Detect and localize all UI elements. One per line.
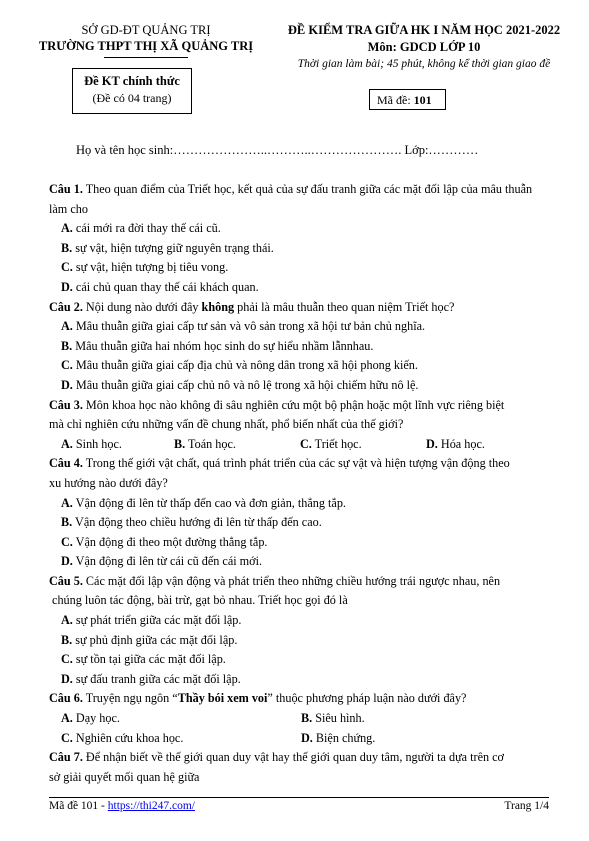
- question-7-stem: [49, 748, 549, 768]
- option-text: Biện chứng.: [312, 730, 376, 745]
- question-text: phải là mâu thuẫn theo quan niệm Triết học?: [234, 299, 455, 314]
- question-4-stem-cont: xu hướng nào dưới đây?: [49, 475, 168, 490]
- question-number: Câu 4.: [49, 456, 83, 471]
- option-key: D.: [426, 436, 438, 451]
- option-key: A.: [61, 221, 73, 236]
- question-5-option-d: [49, 670, 549, 690]
- question-2-option-a: [49, 317, 549, 337]
- question-4-option-d: [49, 552, 549, 572]
- questions: [49, 180, 549, 787]
- question-text: Trong thế giới vật chất, quá trình phát triển của các sự vật và hiện tượng vận động theo: [82, 456, 510, 471]
- footer-code-text: Mã đề 101 -: [49, 800, 108, 812]
- question-4-option-b: [49, 513, 549, 533]
- option-key: D.: [61, 554, 73, 569]
- option-text: Mâu thuẫn giữa hai nhóm học sinh do sự hiểu nhầm lẫnnhau.: [72, 338, 374, 353]
- option-key: C.: [61, 534, 73, 549]
- question-number: Câu 3.: [49, 397, 83, 412]
- school-name: TRƯỜNG THPT THỊ XÃ QUẢNG TRỊ: [38, 39, 254, 53]
- question-5-option-c: [49, 650, 549, 670]
- option-text: sự tồn tại giữa các mặt đối lập.: [72, 652, 226, 667]
- footer-code: [49, 800, 195, 812]
- option-key: C.: [61, 730, 73, 745]
- department-name: SỞ GD-ĐT QUẢNG TRỊ: [81, 23, 211, 37]
- question-number: Câu 6.: [49, 691, 83, 706]
- student-info-line: Họ và tên học sinh:…………………..………..…………………. Lớp:…………: [76, 143, 479, 157]
- official-exam-box: [72, 68, 192, 114]
- option-text: sự phủ định giữa các mặt đối lập.: [72, 632, 238, 647]
- header-underline: [104, 57, 188, 58]
- option-text: Vận động đi lên từ cái cũ đến cái mới.: [72, 554, 263, 569]
- question-text: ” thuộc phương pháp luận nào dưới đây?: [267, 691, 467, 706]
- option-text: Mâu thuẫn giữa giai cấp tư sản và vô sản trong xã hội tư bản chủ nghĩa.: [72, 319, 426, 334]
- option-key: D.: [61, 279, 73, 294]
- question-number: Câu 7.: [49, 750, 83, 765]
- question-1-option-c: [49, 258, 549, 278]
- option-text: Hóa học.: [437, 436, 485, 451]
- question-text: Theo quan điểm của Triết học, kết quả của sự đấu tranh giữa các mặt đối lập của mâu thuẫn: [82, 182, 533, 196]
- question-text: Để nhận biết về thế giới quan duy vật hay thế giới quan duy tâm, người ta dựa trên cơ: [82, 750, 504, 765]
- question-1-stem: [49, 180, 549, 200]
- header-right: [274, 22, 574, 73]
- option-key: D.: [61, 671, 73, 686]
- time-note: Thời gian làm bài; 45 phút, không kể thời gian giao đề: [297, 58, 551, 70]
- question-6-option-b: [301, 709, 365, 729]
- subject-line: Môn: GDCD LỚP 10: [367, 40, 481, 54]
- question-7-stem-cont: sở giải quyết mối quan hệ giữa: [49, 769, 200, 784]
- exam-code-box: [369, 89, 446, 110]
- question-6-options-row-2: [49, 729, 549, 749]
- page-number: Trang 1/4: [504, 800, 549, 812]
- question-2-option-c: [49, 356, 549, 376]
- option-text: cái chủ quan thay thế cái khách quan.: [72, 279, 259, 294]
- question-text: Nội dung nào dưới đây: [82, 299, 202, 314]
- option-key: B.: [61, 515, 73, 530]
- question-3-options: [49, 435, 549, 455]
- official-title: Đề KT chính thức: [84, 74, 180, 88]
- option-key: C.: [61, 358, 73, 373]
- option-key: B.: [61, 338, 73, 353]
- question-2-option-b: [49, 337, 549, 357]
- exam-title: ĐỀ KIỂM TRA GIỮA HK I NĂM HỌC 2021-2022: [287, 23, 561, 37]
- question-3-stem: [49, 396, 549, 416]
- question-4-option-a: [49, 494, 549, 514]
- question-3-option-d: [426, 435, 485, 455]
- question-emphasis: không: [201, 299, 235, 314]
- question-5-option-a: [49, 611, 549, 631]
- option-key: D.: [61, 377, 73, 392]
- option-text: sự vật, hiện tượng bị tiêu vong.: [72, 260, 229, 275]
- option-text: Vận động theo chiều hướng đi lên từ thấp đến cao.: [72, 515, 322, 530]
- question-number: Câu 5.: [49, 573, 83, 588]
- footer-divider: [49, 797, 549, 798]
- option-key: C.: [300, 436, 312, 451]
- option-text: Mâu thuẫn giữa giai cấp địa chủ và nông dân trong xã hội phong kiến.: [72, 358, 418, 373]
- question-3-option-b: [174, 435, 300, 455]
- option-key: C.: [61, 652, 73, 667]
- option-text: Toán học.: [185, 436, 236, 451]
- option-text: Siêu hình.: [312, 711, 365, 726]
- question-1-option-d: [49, 278, 549, 298]
- question-2-option-d: [49, 376, 549, 396]
- question-1-option-a: [49, 219, 549, 239]
- question-number: Câu 1.: [49, 182, 83, 196]
- option-text: Nghiên cứu khoa học.: [72, 730, 184, 745]
- option-key: B.: [301, 711, 313, 726]
- option-text: Sinh học.: [72, 436, 122, 451]
- option-text: cái mới ra đời thay thế cái cũ.: [72, 221, 221, 236]
- option-text: sự vật, hiện tượng giữ nguyên trạng thái.: [72, 240, 274, 255]
- option-key: C.: [61, 260, 73, 275]
- option-text: sự phát triển giữa các mặt đối lập.: [72, 613, 242, 628]
- option-key: B.: [174, 436, 186, 451]
- option-text: Vận động đi theo một đường thẳng tắp.: [72, 534, 268, 549]
- option-key: A.: [61, 613, 73, 628]
- option-key: B.: [61, 240, 73, 255]
- header-left: [12, 22, 280, 58]
- question-number: Câu 2.: [49, 299, 83, 314]
- question-5-stem: [49, 572, 549, 592]
- question-3-option-c: [300, 435, 426, 455]
- question-1-stem-cont: làm cho: [49, 201, 88, 216]
- option-text: Vận động đi lên từ thấp đến cao và đơn giản, thẳng tắp.: [72, 495, 346, 510]
- option-text: Mâu thuẫn giữa giai cấp chủ nô và nô lệ trong xã hội chiếm hữu nô lệ.: [72, 377, 419, 392]
- option-key: B.: [61, 632, 73, 647]
- question-emphasis: Thầy bói xem voi: [177, 691, 268, 706]
- question-1-option-b: [49, 239, 549, 259]
- option-key: A.: [61, 495, 73, 510]
- footer-link[interactable]: https://thi247.com/: [107, 800, 195, 812]
- question-4-stem: [49, 454, 549, 474]
- question-6-options-row-1: [49, 709, 549, 729]
- exam-code-label: Mã đề:: [377, 93, 411, 107]
- option-text: Dạy học.: [72, 711, 120, 726]
- option-text: sự đấu tranh giữa các mặt đối lập.: [72, 671, 241, 686]
- question-text: Môn khoa học nào không đi sâu nghiên cứu một bộ phận hoặc một lĩnh vực riêng biệt: [82, 397, 505, 412]
- question-6-option-a: [61, 709, 301, 729]
- option-key: A.: [61, 319, 73, 334]
- option-key: D.: [301, 730, 313, 745]
- question-5-option-b: [49, 631, 549, 651]
- option-key: A.: [61, 711, 73, 726]
- question-5-stem-cont: chúng luôn tác động, bài trừ, gạt bỏ nhau. Triết học gọi đó là: [49, 593, 348, 608]
- question-4-option-c: [49, 533, 549, 553]
- question-6-option-c: [61, 729, 301, 749]
- question-6-option-d: [301, 729, 375, 749]
- pages-note: (Đề có 04 trang): [92, 91, 172, 105]
- question-text: Các mặt đối lập vận động và phát triển theo những chiều hướng trái ngược nhau, nên: [82, 573, 501, 588]
- question-2-stem: [49, 298, 549, 318]
- question-text: Truyện ngụ ngôn “: [82, 691, 178, 706]
- option-text: Triết học.: [311, 436, 362, 451]
- option-key: A.: [61, 436, 73, 451]
- question-6-stem: [49, 689, 549, 709]
- exam-code-value: 101: [413, 93, 432, 107]
- question-3-option-a: [61, 435, 174, 455]
- question-3-stem-cont: mà chỉ nghiên cứu những vấn đề chung nhất, phổ biến nhất của thế giới?: [49, 417, 404, 432]
